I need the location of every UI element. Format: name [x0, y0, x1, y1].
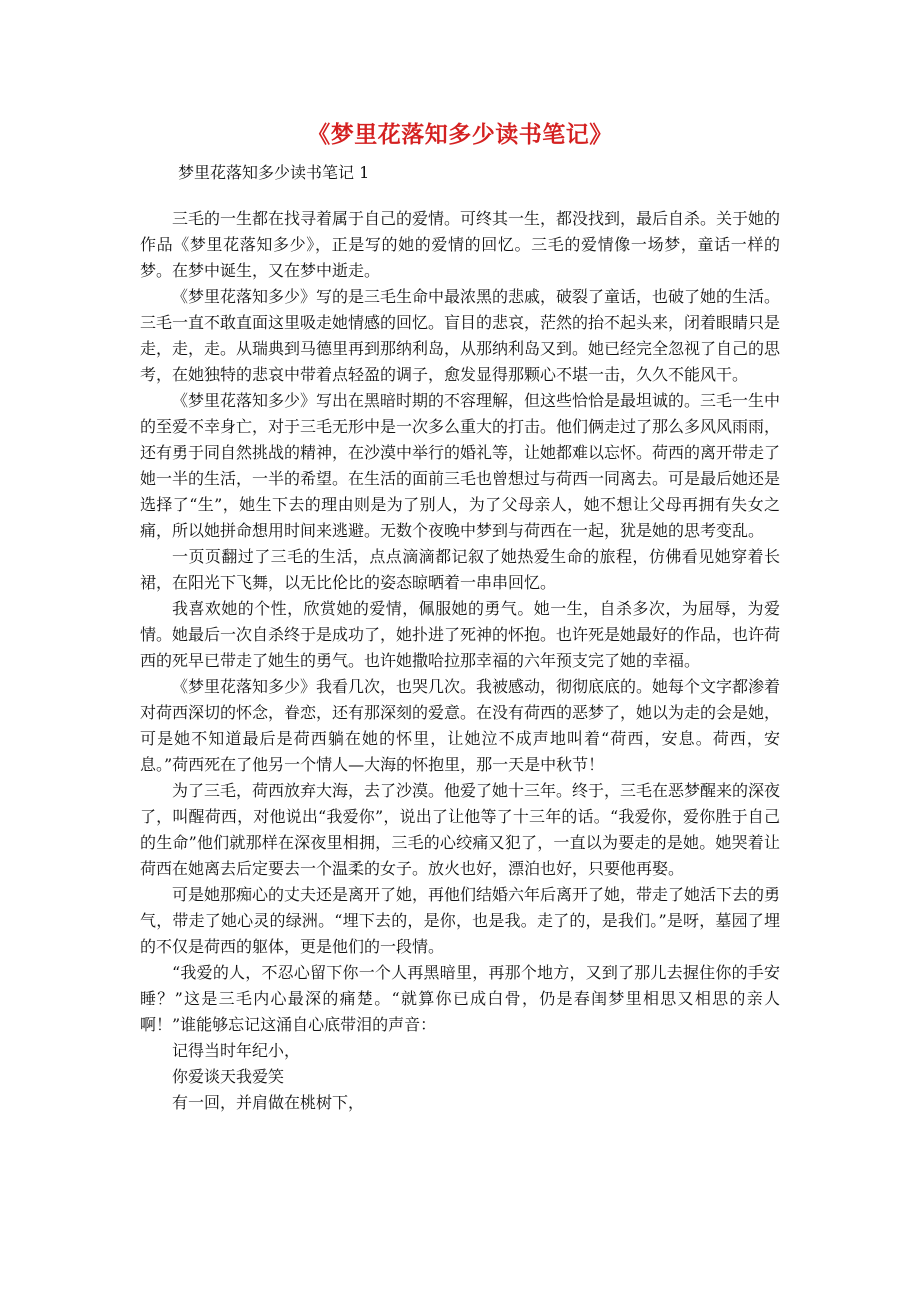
poem-line: 有一回，并肩做在桃树下， [172, 1093, 365, 1112]
document-subtitle: 梦里花落知多少读书笔记 1 [178, 163, 370, 182]
poem-line: 记得当时年纪小， [172, 1041, 301, 1060]
paragraph: 三毛的一生都在找寻着属于自己的爱情。可终其一生，都没找到，最后自杀。关于她的作品《梦里花落知多少》，正是写的她的爱情的回忆。三毛的爱情像一场梦，童话一样的梦。在梦中诞生，又在梦中逝走。 [140, 209, 781, 280]
paragraph: 可是她那痴心的丈夫还是离开了她，再他们结婚六年后离开了她，带走了她活下去的勇气，带走了她心灵的绿洲。“埋下去的，是你，也是我。走了的，是我们。”是呀，墓园了埋的不仅是荷西的躯体，更是他们的一段情。 [140, 885, 781, 956]
document-body [140, 206, 780, 1116]
paragraph: 为了三毛，荷西放弃大海，去了沙漠。他爱了她十三年。终于，三毛在恶梦醒来的深夜了，叫醒荷西，对他说出“我爱你”，说出了让他等了十三年的话。“我爱你，爱你胜于自己的生命”他们就那样在深夜里相拥，三毛的心绞痛又犯了，一直以为要走的是她。她哭着让荷西在她离去后定要去一个温柔的女子。放火也好，漂泊也好，只要他再娶。 [140, 781, 781, 878]
paragraph: 《梦里花落知多少》写的是三毛生命中最浓黑的悲戚，破裂了童话，也破了她的生活。三毛一直不敢直面这里吸走她情感的回忆。盲目的悲哀，茫然的抬不起头来，闭着眼睛只是走，走，走。从瑞典到马德里再到那纳利岛，从那纳利岛又到。她已经完全忽视了自己的思考，在她独特的悲哀中带着点轻盈的调子，愈发显得那颗心不堪一击，久久不能风干。 [140, 287, 781, 384]
paragraph: 《梦里花落知多少》我看几次，也哭几次。我被感动，彻彻底底的。她每个文字都渗着对荷西深切的怀念，眷恋，还有那深刻的爱意。在没有荷西的恶梦了，她以为走的会是她，可是她不知道最后是荷西躺在她的怀里，让她泣不成声地叫着“荷西，安息。荷西，安息。”荷西死在了他另一个情人—大海的怀抱里，那一天是中秋节！ [140, 677, 781, 774]
paragraph: 《梦里花落知多少》写出在黑暗时期的不容理解，但这些恰恰是最坦诚的。三毛一生中的至爱不幸身亡，对于三毛无形中是一次多么重大的打击。他们俩走过了那么多风风雨雨，还有勇于同自然挑战的精神，在沙漠中举行的婚礼等，让她都难以忘怀。荷西的离开带走了她一半的生活，一半的希望。在生活的面前三毛也曾想过与荷西一同离去。可是最后她还是选择了“生”，她生下去的理由则是为了别人，为了父母亲人，她不想让父母再拥有失女之痛，所以她拼命想用时间来逃避。无数个夜晚中梦到与荷西在一起，犹是她的思考变乱。 [140, 391, 781, 540]
document-title: 《梦里花落知多少读书笔记》 [307, 121, 613, 148]
paragraph: 我喜欢她的个性，欣赏她的爱情，佩服她的勇气。她一生，自杀多次，为屈辱，为爱情。她最后一次自杀终于是成功了，她扑进了死神的怀抱。也许死是她最好的作品，也许荷西的死早已带走了她生的勇气。也许她撒哈拉那幸福的六年预支完了她的幸福。 [140, 599, 781, 670]
poem-line: 你爱谈天我爱笑 [172, 1067, 285, 1086]
paragraph: 一页页翻过了三毛的生活，点点滴滴都记叙了她热爱生命的旅程，仿佛看见她穿着长裙，在阳光下飞舞，以无比伦比的姿态晾晒着一串串回忆。 [140, 547, 780, 592]
paragraph: “我爱的人，不忍心留下你一个人再黑暗里，再那个地方，又到了那儿去握住你的手安睡？”这是三毛内心最深的痛楚。“就算你已成白骨，仍是春闺梦里相思又相思的亲人啊！”谁能够忘记这涌自心底带泪的声音： [140, 963, 780, 1034]
